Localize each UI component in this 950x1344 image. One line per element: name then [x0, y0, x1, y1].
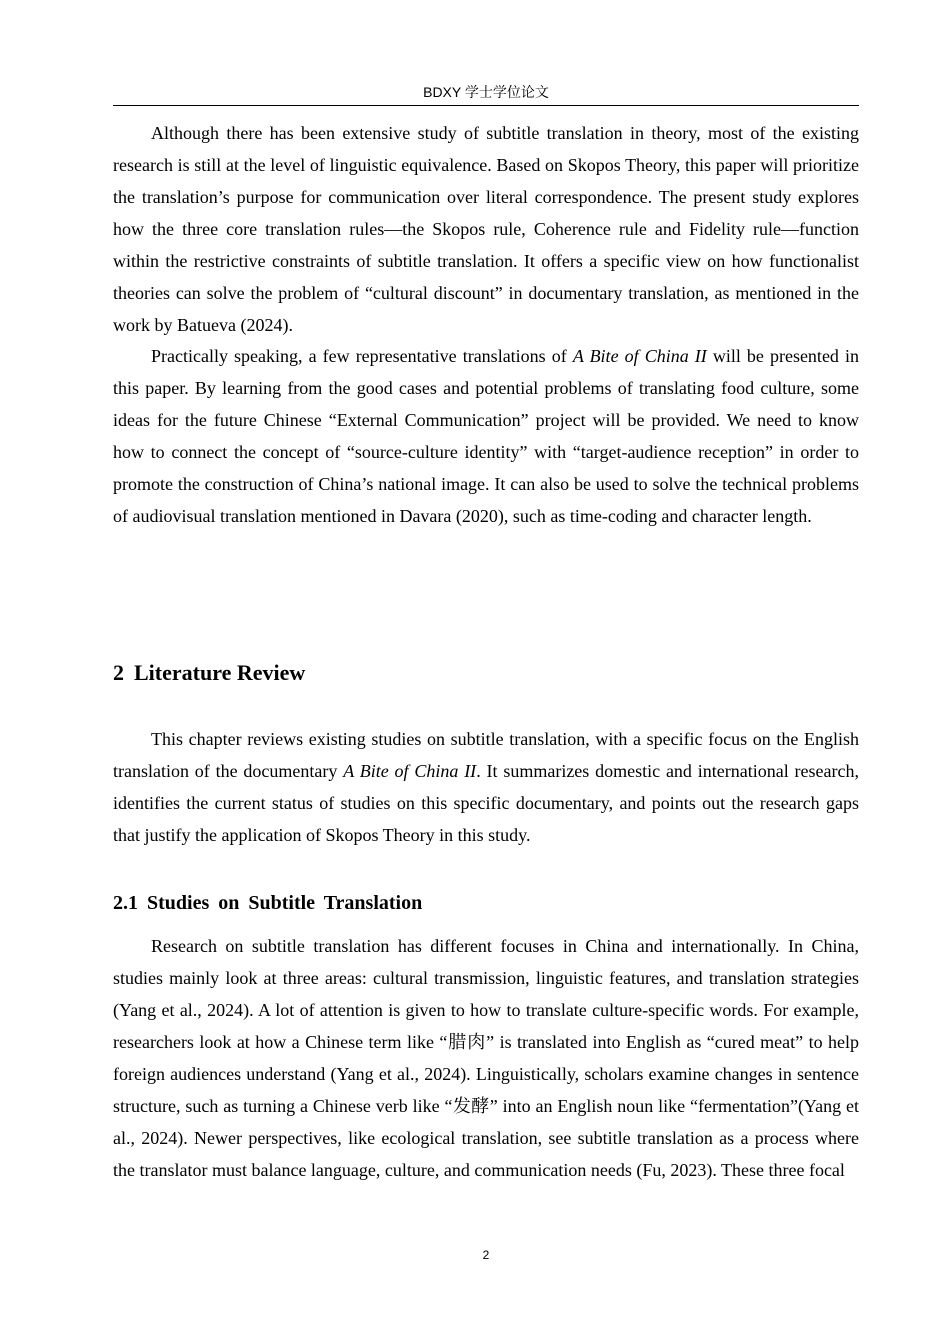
section-title: Studies on Subtitle Translation [147, 892, 423, 914]
paragraph-research-gap [113, 117, 859, 341]
paragraph-text: will be presented in this paper. By learning from the good cases and potential problems of translating food culture, some ideas for the future Chinese “External Communication” project will be provided. We need to know how to connect the concept of “source-culture identity” with “target-audience reception” in order to promote the construction of China’s national image. It can also be used to solve the technical problems of audiovisual translation mentioned in Davara (2020), such as time-coding and character length. [113, 346, 859, 526]
documentary-title: A Bite of China II [572, 346, 707, 366]
paragraph-practical-significance [113, 340, 859, 532]
running-header: BDXY 学士学位论文 [423, 84, 549, 100]
section-heading [113, 890, 859, 916]
paragraph-text: Although there has been extensive study of subtitle translation in theory, most of the existing research is still at the level of linguistic equivalence. Based on Skopos Theory, this paper will prioritize the translation’s purpose for communication over literal correspondence. The present study explores how the three core translation rules—the Skopos rule, Coherence rule and Fidelity rule—function within the restrictive constraints of subtitle translation. It offers a specific view on how functionalist theories can solve the problem of “cultural discount” in documentary translation, as mentioned in the work by Batueva (2024). [113, 123, 859, 335]
page-number: 2 [482, 1248, 490, 1262]
documentary-title: A Bite of China II [343, 761, 477, 781]
paragraph-text: Research on subtitle translation has different focuses in China and internationally. In China, studies mainly look at three areas: cultural transmission, linguistic features, and translation strategies (Yang et al., 2024). A lot of attention is given to how to translate culture-specific words. For example, researchers look at how a Chinese term like “腊肉” is translated into English as “cured meat” to help foreign audiences understand (Yang et al., 2024). Linguistically, scholars examine changes in sentence structure, such as turning a Chinese verb like “发酵” into an English noun like “fermentation”(Yang et al., 2024). Newer perspectives, like ecological translation, see subtitle translation as a process where the translator must balance language, culture, and communication needs (Fu, 2023). These three focal [113, 936, 859, 1180]
section-number: 2.1 [113, 892, 138, 914]
paragraph-subtitle-research [113, 930, 859, 1186]
paragraph-text: Practically speaking, a few representative translations of [151, 346, 573, 366]
chapter-heading [113, 659, 859, 687]
paragraph-text: This chapter reviews existing studies on subtitle translation, with a specific focus on the English translation of the documentary [113, 729, 859, 781]
paragraph-chapter-intro [113, 723, 859, 851]
chapter-title: Literature Review [134, 660, 306, 685]
chapter-number: 2 [113, 660, 124, 685]
paragraph-text: . It summarizes domestic and international research, identifies the current status of studies on this specific documentary, and points out the research gaps that justify the application of Skopos Theory in this study. [113, 761, 859, 845]
header-rule [113, 105, 859, 106]
